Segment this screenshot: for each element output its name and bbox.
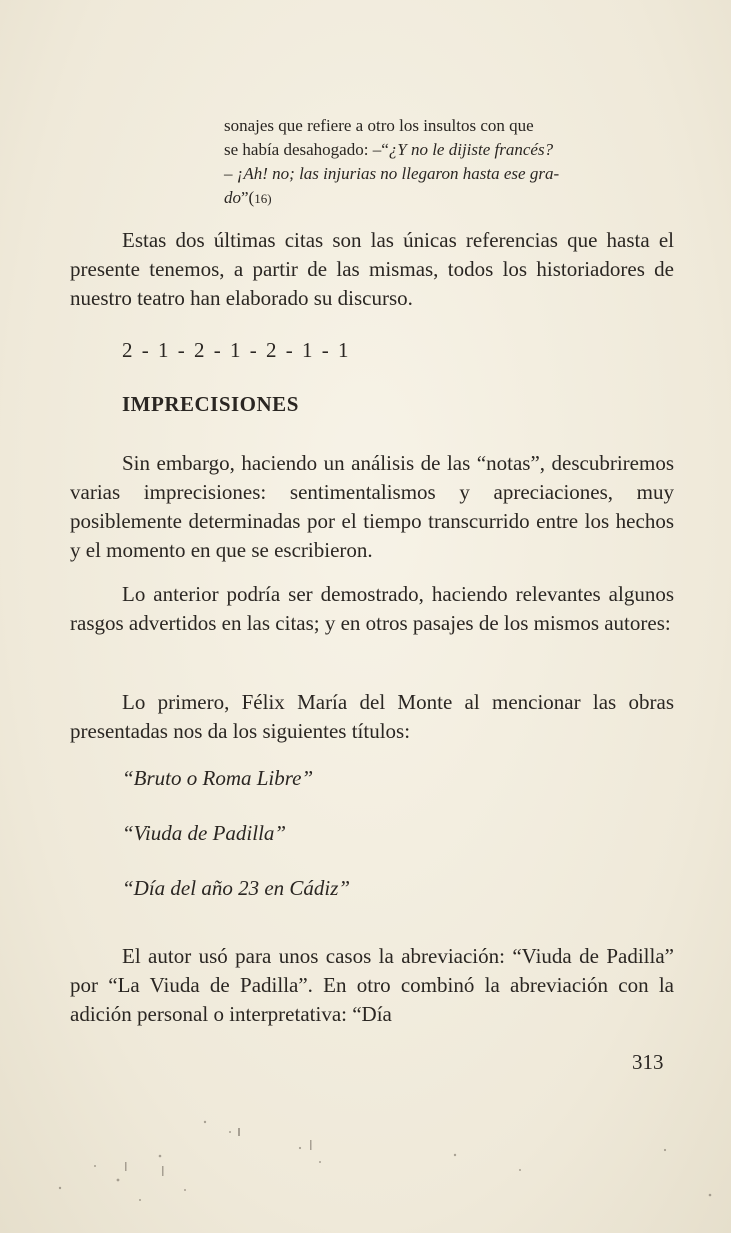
page-number: 313 [632, 1050, 664, 1074]
paragraph-2: Sin embargo, haciendo un análisis de las “notas”, descubriremos varias imprecisiones: sentimentalismos y apreciaciones, muy posiblemente determinadas por el tiempo transcurrido entre los hechos y el momento en que se escribieron. [70, 451, 674, 562]
paragraph-3: Lo anterior podría ser demostrado, haciendo relevantes algunos rasgos advertidos en las citas; y en otros pasajes de los mismos autores: [70, 582, 674, 635]
quote-line-1: sonajes que refiere a otro los insultos con que [224, 116, 534, 135]
quote-line-3: – ¡Ah! no; las injurias no llegaron hasta ese gra- [224, 164, 560, 183]
quote-line-2 [224, 138, 672, 162]
quote-line-4 [224, 186, 672, 211]
title-item: “Viuda de Padilla” [122, 821, 287, 845]
title-item: “Día del año 23 en Cádiz” [122, 876, 351, 900]
section-number: 2 - 1 - 2 - 1 - 2 - 1 - 1 [122, 338, 350, 362]
footnote-marker: 16) [254, 191, 272, 206]
paragraph-5: El autor usó para unos casos la abreviación: “Viuda de Padilla” por “La Viuda de Padilla”. En otro combinó la abreviación con la adición personal o interpretativa: “Día [70, 944, 674, 1026]
quote-line-2-prefix: se había desahogado: –“ [224, 140, 389, 159]
paragraph-1: Estas dos últimas citas son las únicas referencias que hasta el presente tenemos, a partir de las mismas, todos los historiadores de nuestro teatro han elaborado su discurso. [70, 228, 674, 310]
paper-specks-decoration [0, 1070, 731, 1230]
quote-line-4-italic: do [224, 188, 241, 207]
block-quote [224, 114, 672, 211]
quote-line-4-suffix: ”( [241, 188, 255, 207]
section-heading: IMPRECISIONES [122, 392, 299, 416]
title-item: “Bruto o Roma Libre” [122, 766, 314, 790]
paragraph-4: Lo primero, Félix María del Monte al mencionar las obras presentadas nos da los siguientes títulos: [70, 690, 674, 743]
quote-line-2-italic: ¿Y no le dijiste francés? [388, 140, 554, 159]
